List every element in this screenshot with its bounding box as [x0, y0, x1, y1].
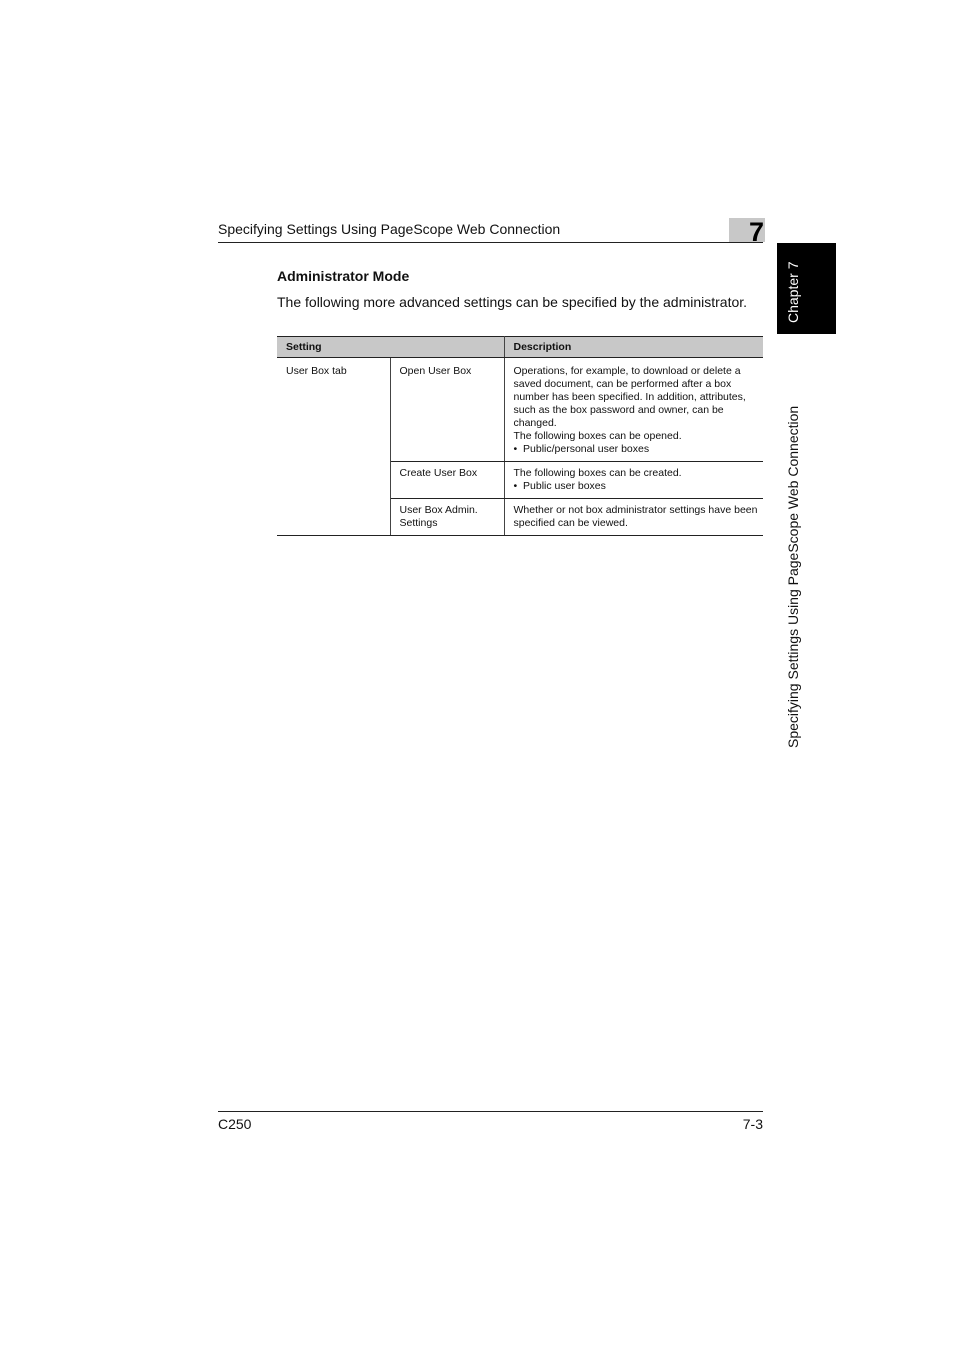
- description-text: The following boxes can be opened.: [513, 430, 682, 442]
- bullet-text: Public/personal user boxes: [523, 443, 650, 455]
- intro-paragraph: The following more advanced settings can be specified by the administrator.: [277, 294, 748, 310]
- description-cell: [504, 462, 763, 499]
- table-header-row: [277, 337, 763, 358]
- section-heading: Administrator Mode: [277, 268, 410, 284]
- setting-item-cell: User Box Admin. Settings: [390, 499, 504, 536]
- setting-item-cell: Create User Box: [390, 462, 504, 499]
- setting-item-cell: Open User Box: [390, 358, 504, 462]
- description-text: Operations, for example, to download or delete a saved document, can be performed after a box number has been specified. In addition, attributes, such as the box password and owner, can be changed.: [513, 365, 746, 429]
- chapter-number-box: [729, 217, 765, 247]
- settings-table: [277, 336, 763, 536]
- header-description: Description: [504, 337, 763, 358]
- running-header-title: Specifying Settings Using PageScope Web Connection: [218, 221, 561, 237]
- bullet-item: • Public user boxes: [513, 480, 606, 492]
- header-rule: [218, 242, 763, 243]
- bullet-item: • Public/personal user boxes: [513, 443, 650, 455]
- header-setting: Setting: [277, 337, 504, 358]
- description-cell: [504, 358, 763, 462]
- footer-page-number: 7-3: [742, 1116, 763, 1132]
- chapter-number: 7: [748, 217, 764, 247]
- description-text: The following boxes can be created.: [513, 467, 682, 479]
- footer-rule: [218, 1111, 763, 1112]
- description-cell: [504, 499, 763, 536]
- description-text: Whether or not box administrator settings have been specified can be viewed.: [513, 504, 758, 529]
- footer-model: C250: [218, 1116, 252, 1132]
- side-tab-section-label: Specifying Settings Using PageScope Web Connection: [785, 405, 801, 748]
- table-row: [277, 358, 763, 462]
- side-tab-chapter-label: Chapter 7: [785, 261, 801, 323]
- setting-group-cell: User Box tab: [277, 358, 390, 536]
- bullet-text: Public user boxes: [523, 480, 606, 492]
